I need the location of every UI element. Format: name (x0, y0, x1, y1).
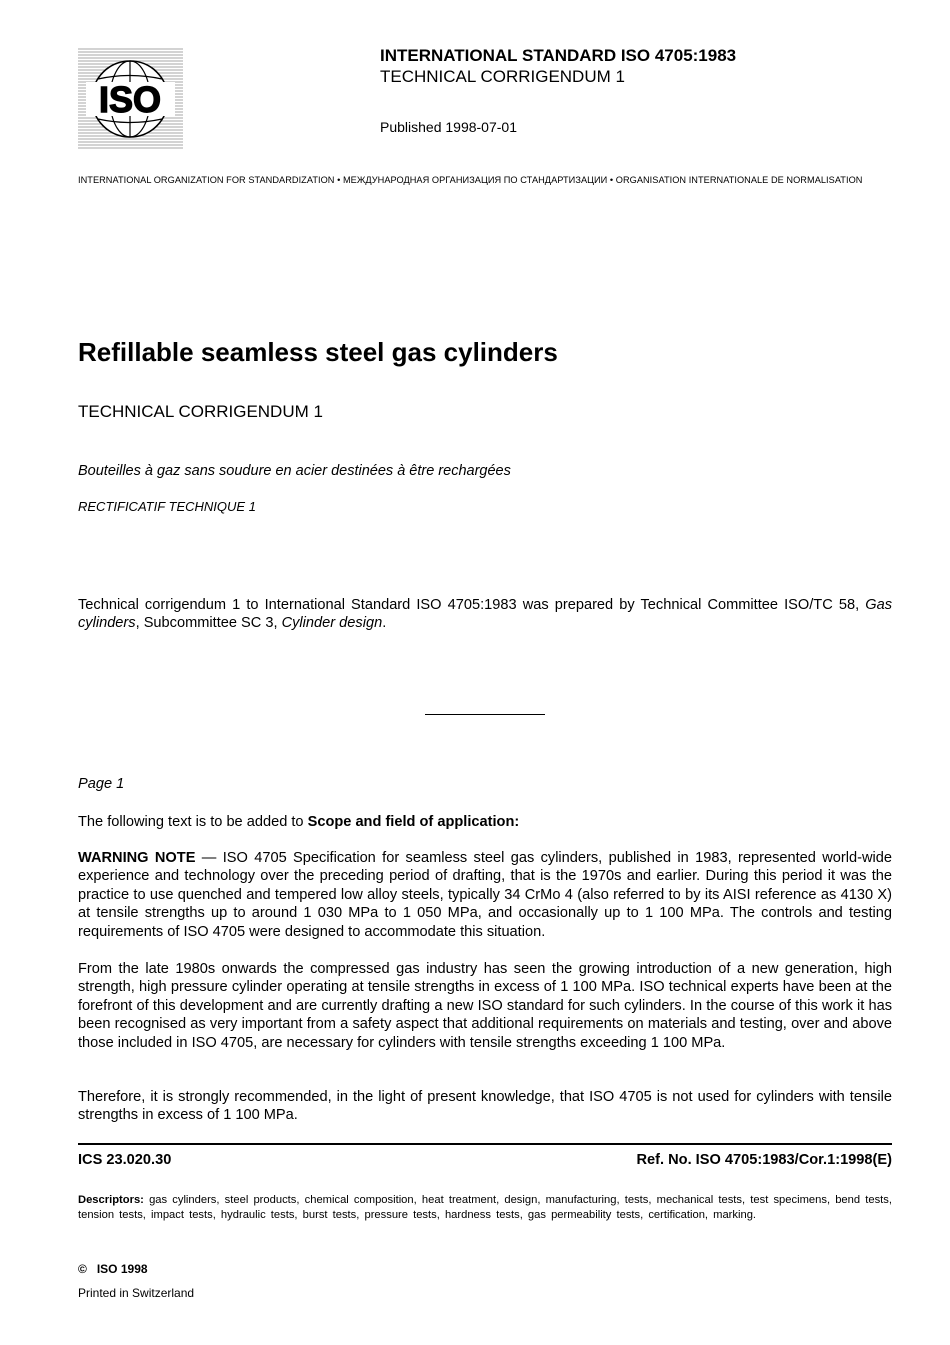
french-title: Bouteilles à gaz sans soudure en acier destinées à être rechargées (78, 463, 511, 479)
organization-line: INTERNATIONAL ORGANIZATION FOR STANDARDIZATION • МЕЖДУНАРОДНАЯ ОРГАНИЗАЦИЯ ПО СТАНДАРТИЗАЦИИ • ORGANISATION INTERNATIONALE DE NORMALISATION (78, 175, 863, 185)
descriptors-text: gas cylinders, steel products, chemical composition, heat treatment, design, manufacturing, tests, mechanical tests, test specimens, bend tests, tension tests, impact tests, hydraulic tests, burst tests, pressure tests, hardness tests, gas permeability tests, certification, marking. (78, 1194, 892, 1222)
standard-title: INTERNATIONAL STANDARD ISO 4705:1983 (380, 46, 737, 65)
scope-heading-ref: Scope and field of application: (307, 814, 520, 830)
descriptors (78, 1193, 892, 1224)
document-title: Refillable seamless steel gas cylinders (78, 337, 558, 367)
intro-paragraph (78, 813, 892, 831)
document-subtitle: TECHNICAL CORRIGENDUM 1 (78, 402, 323, 421)
descriptors-label: Descriptors: (78, 1194, 144, 1206)
committee-name: Gas cylinders (78, 597, 892, 632)
foreword-text: Technical corrigendum 1 to International Standard ISO 4705:1983 was prepared by Technical Committee ISO/TC 58, (78, 597, 866, 613)
french-subtitle: RECTIFICATIF TECHNIQUE 1 (78, 499, 256, 514)
body-paragraph-3: Therefore, it is strongly recommended, in the light of present knowledge, that ISO 4705 is not used for cylinders with tensile strengths in excess of 1 100 MPa. (78, 1089, 892, 1124)
ics-code: ICS 23.020.30 (78, 1152, 172, 1168)
body-paragraph-2: From the late 1980s onwards the compressed gas industry has seen the growing introduction of a new generation, high strength, high pressure cylinder operating at tensile strengths in excess of 1 100 MPa. ISO technical experts have been at the forefront of this development and are currently drafting a new ISO standard for such cylinders. In the course of this work it has been recognised as very important from a safety aspect that additional requirements on materials and testing, over and above those included in ISO 4705, are necessary for cylinders with tensile strengths exceeding 1 100 MPa. (78, 961, 892, 1051)
page-label: Page 1 (78, 776, 125, 792)
intro-text: The following text is to be added to (78, 814, 308, 830)
copyright: © ISO 1998 (78, 1262, 148, 1276)
reference-number: Ref. No. ISO 4705:1983/Cor.1:1998(E) (636, 1152, 892, 1168)
published-date: Published 1998-07-01 (380, 119, 517, 135)
iso-logo (78, 48, 183, 149)
footer-rule (78, 1143, 892, 1145)
warning-paragraph (78, 849, 892, 941)
foreword-text: . (382, 615, 387, 632)
corrigendum-label: TECHNICAL CORRIGENDUM 1 (380, 67, 625, 86)
printed-location: Printed in Switzerland (78, 1286, 195, 1300)
foreword-paragraph (78, 596, 892, 633)
subcommittee-name: Cylinder design (281, 615, 383, 632)
warning-label: WARNING NOTE (78, 850, 196, 866)
warning-text: — ISO 4705 Specification for seamless steel gas cylinders, published in 1983, represented world-wide experience and technology over the preceding period of drafting, that is the 1970s and earlier. During this period it was the practice to use quenched and tempered low alloy steels, typically 34 CrMo 4 (also referred to by its AISI reference as 4130 X) at tensile strengths up to around 1 030 MPa to 1 050 MPa, and occasionally up to 1 100 MPa. The controls and testing requirements of ISO 4705 were designed to accommodate this situation. (78, 850, 893, 940)
logo-text: ISO (98, 79, 162, 120)
section-separator (425, 714, 545, 715)
foreword-text: , Subcommittee SC 3, (135, 615, 282, 632)
